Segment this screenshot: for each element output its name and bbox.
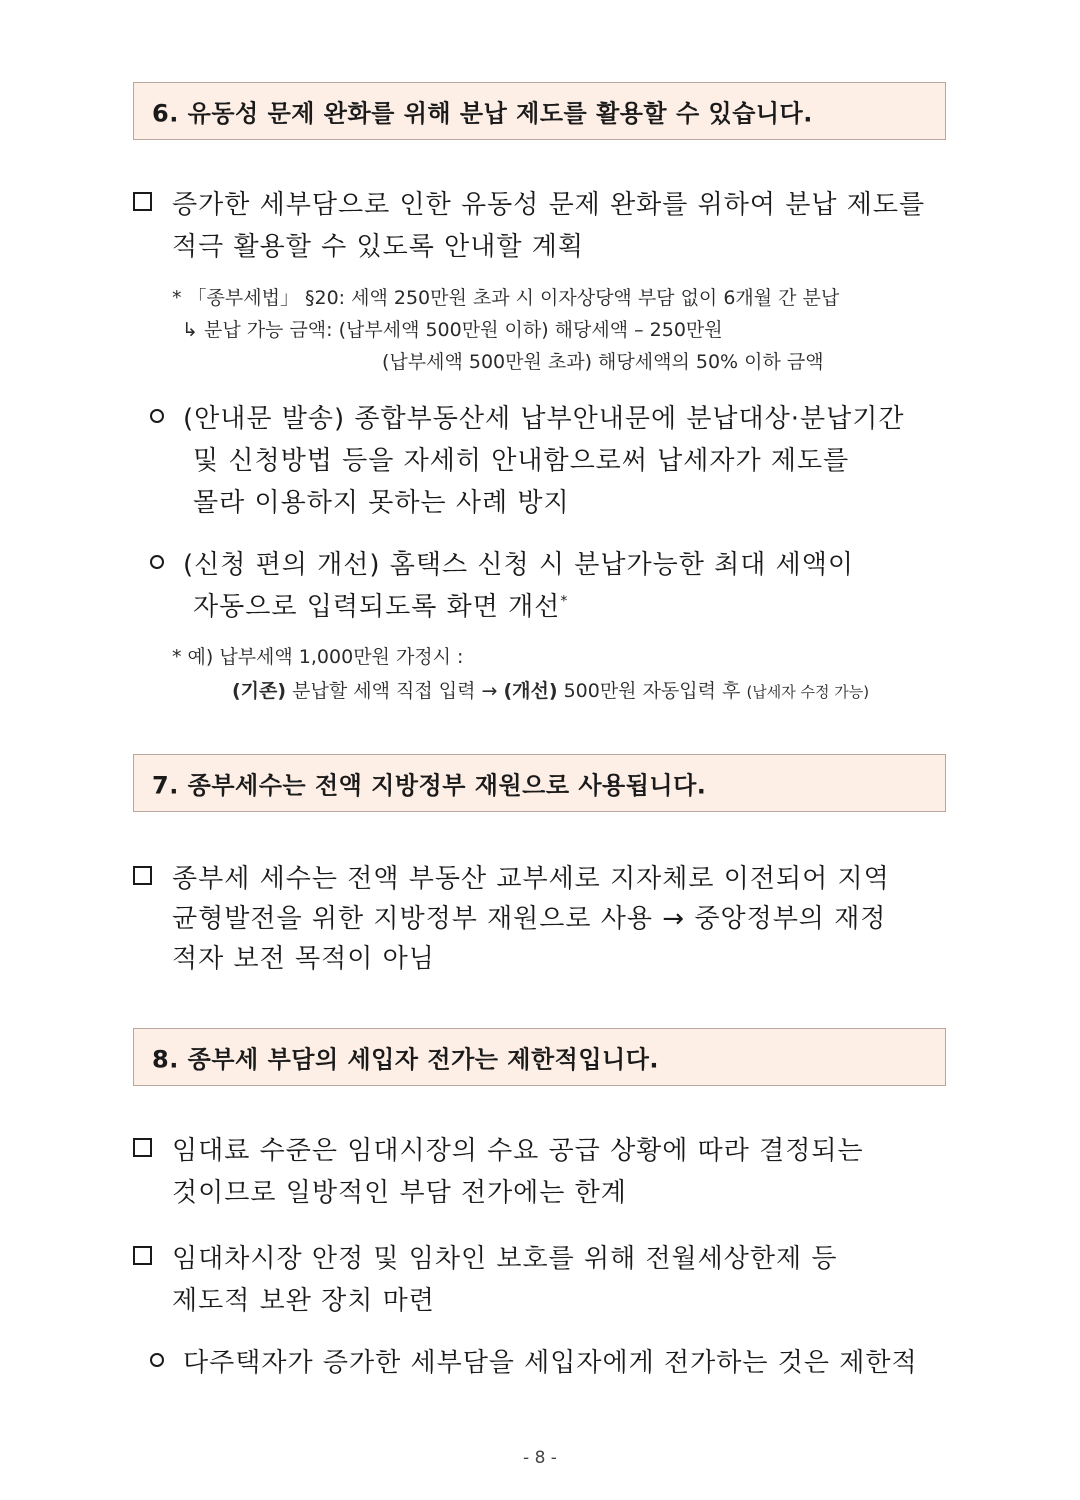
- s6-sub1-line1: (안내문 발송) 종합부동산세 납부안내문에 분납대상·분납기간: [183, 404, 905, 434]
- s8-item2-line1: 임대차시장 안정 및 임차인 보호를 위해 전월세상한제 등: [172, 1244, 838, 1274]
- section-6-header: [133, 82, 946, 140]
- s6-note1-line2: ↳ 분납 가능 금액: (납부세액 500만원 이하) 해당세액 – 250만원: [182, 319, 723, 341]
- s6-note2-line1: * 예) 납부세액 1,000만원 가정시 :: [172, 646, 464, 668]
- note2-after-text: 500만원 자동입력 후: [563, 680, 741, 702]
- checkbox-bullet: [133, 866, 152, 885]
- s6-note1-line1: * 「종부세법」 §20: 세액 250만원 초과 시 이자상당액 부담 없이 6개월 간 분납: [172, 287, 840, 309]
- section-8-header: [133, 1028, 946, 1086]
- s7-item1-line3: 적자 보전 목적이 아님: [172, 944, 435, 974]
- s7-item1-line1: 종부세 세수는 전액 부동산 교부세로 지자체로 이전되어 지역: [172, 864, 890, 894]
- s6-sub2-line1: (신청 편의 개선) 홈택스 신청 시 분납가능한 최대 세액이: [183, 550, 854, 580]
- s7-item1-line2: 균형발전을 위한 지방정부 재원으로 사용 → 중앙정부의 재정: [172, 904, 887, 934]
- circle-bullet: [150, 1353, 164, 1367]
- checkbox-bullet: [133, 192, 152, 211]
- footnote-mark: *: [560, 593, 569, 610]
- section-7-header: [133, 754, 946, 812]
- page-number: - 8 -: [523, 1448, 557, 1468]
- s8-item1-line2: 것이므로 일방적인 부담 전가에는 한계: [172, 1178, 627, 1208]
- s6-sub1-line3: 몰라 이용하지 못하는 사례 방지: [193, 488, 570, 518]
- s6-note1-line3: (납부세액 500만원 초과) 해당세액의 50% 이하 금액: [382, 351, 824, 373]
- checkbox-bullet: [133, 1138, 152, 1157]
- s6-note2-line2: [232, 676, 869, 703]
- s6-item1-line1: 증가한 세부담으로 인한 유동성 문제 완화를 위하여 분납 제도를: [172, 190, 926, 220]
- section-6-title: 6. 유동성 문제 완화를 위해 분납 제도를 활용할 수 있습니다.: [152, 99, 813, 128]
- s6-sub2-line2: 자동으로 입력되도록 화면 개선: [193, 592, 561, 622]
- section-7-title: 7. 종부세수는 전액 지방정부 재원으로 사용됩니다.: [152, 771, 707, 800]
- checkbox-bullet: [133, 1246, 152, 1265]
- s8-item2-line2: 제도적 보완 장치 마련: [172, 1286, 435, 1316]
- s6-item1-line2: 적극 활용할 수 있도록 안내할 계획: [172, 232, 584, 262]
- note2-small-text: (납세자 수정 가능): [746, 683, 870, 701]
- note2-before-text: 분납할 세액 직접 입력 →: [292, 680, 498, 702]
- circle-bullet: [150, 409, 164, 423]
- section-8-title: 8. 종부세 부담의 세입자 전가는 제한적입니다.: [152, 1045, 660, 1074]
- note2-before-label: (기존): [232, 680, 287, 702]
- s6-sub2-line2-wrap: [193, 586, 568, 623]
- s8-item1-line1: 임대료 수준은 임대시장의 수요 공급 상황에 따라 결정되는: [172, 1136, 864, 1166]
- circle-bullet: [150, 555, 164, 569]
- note2-after-label: (개선): [503, 680, 558, 702]
- s6-sub1-line2: 및 신청방법 등을 자세히 안내함으로써 납세자가 제도를: [193, 446, 850, 476]
- s8-sub1-line1: 다주택자가 증가한 세부담을 세입자에게 전가하는 것은 제한적: [183, 1348, 918, 1378]
